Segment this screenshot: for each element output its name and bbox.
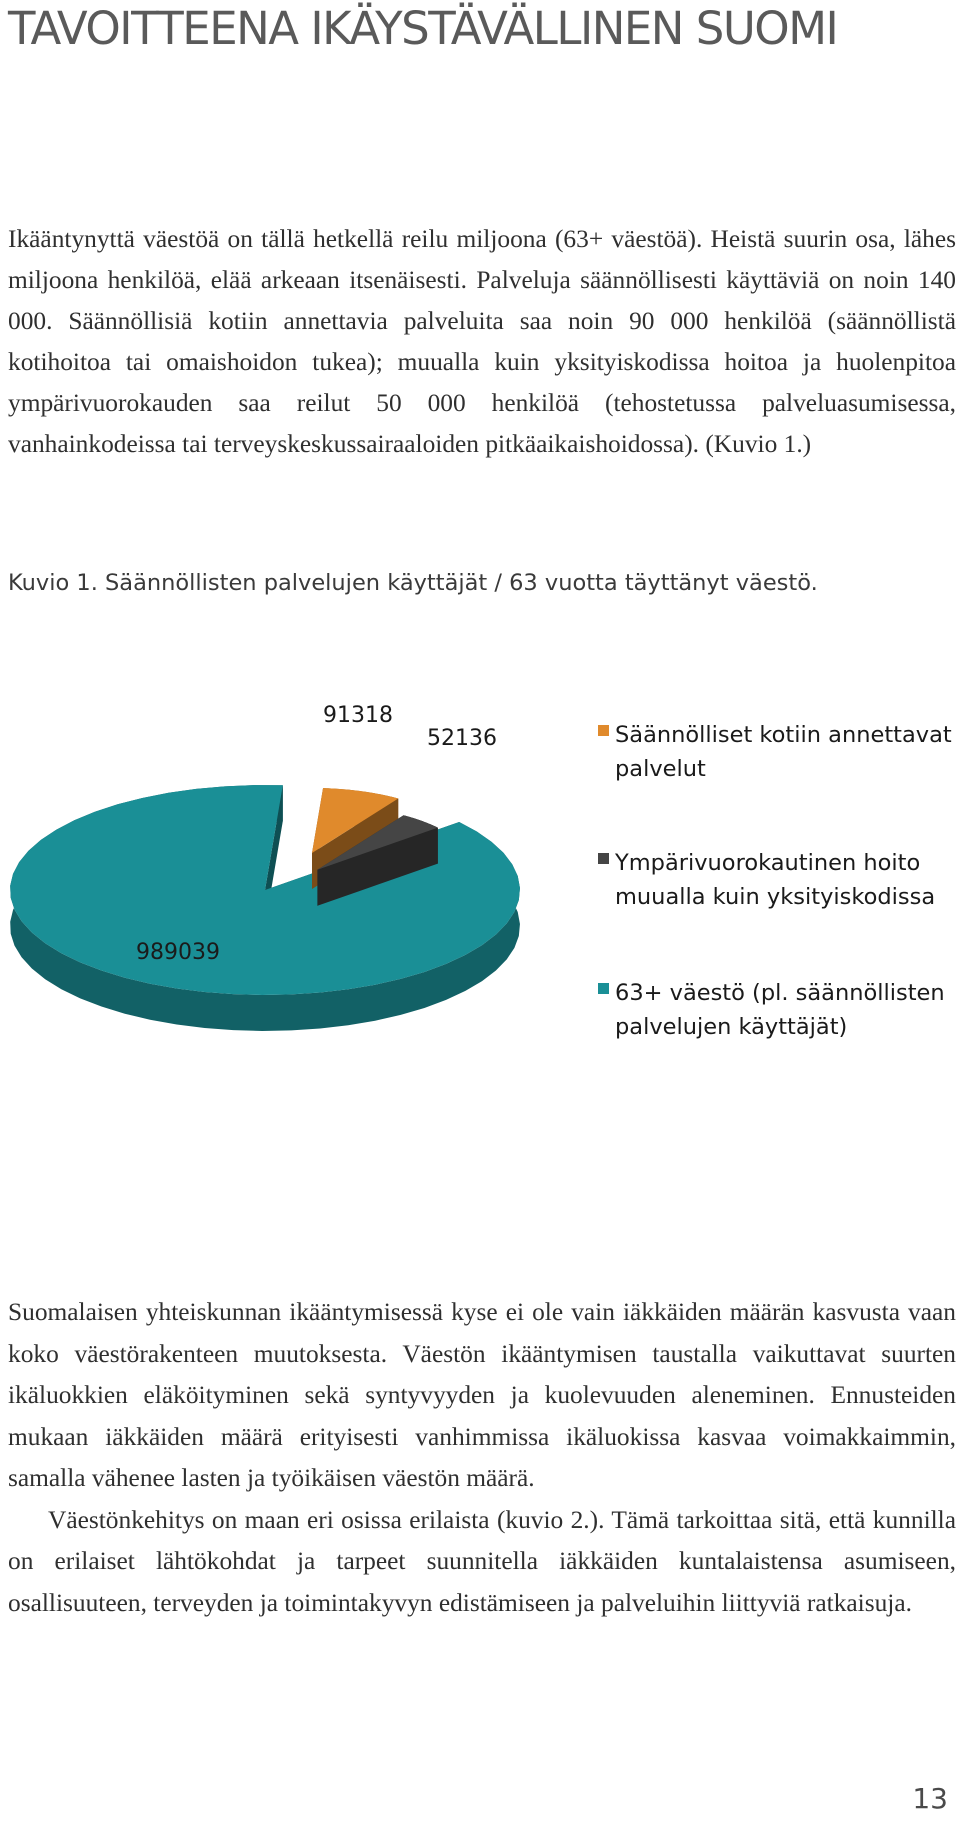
- pie-layer: [10, 785, 520, 1031]
- legend-swatch: [598, 853, 609, 864]
- body-paragraph: Väestönkehitys on maan eri osissa erilaista (kuvio 2.). Tämä tarkoittaa sitä, että kunnilla on erilaiset lähtökohdat ja tarpeet suunnitella iäkkäiden kuntalaistensa asumiseen, osallisuuteen, terveyden ja toimintakyvyn edistämiseen ja palveluihin liittyviä ratkaisuja.: [8, 1505, 956, 1617]
- data-label: 989039: [136, 940, 220, 965]
- legend-label: Ympärivuorokautinen hoito: [615, 850, 921, 876]
- legend-item: [598, 722, 952, 782]
- body-paragraph: Suomalaisen yhteiskunnan ikääntymisessä kyse ei ole vain iäkkäiden määrän kasvusta vaan koko väestörakenteen muutoksesta. Väestön ikääntymisen taustalla vaikuttavat suurten ikäluokkien eläköityminen sekä syntyvyyden ja kuolevuuden aleneminen. Ennusteiden mukaan iäkkäiden määrä erityisesti vanhimmissa ikäluokissa kasvaa voimakkaimmin, samalla vähenee lasten ja työikäisen väestön määrä.: [8, 1298, 956, 1492]
- pie-slice-top: [10, 785, 520, 995]
- legend-label: palvelujen käyttäjät): [615, 1014, 848, 1040]
- legend-item: [598, 850, 935, 910]
- legend-label: Säännölliset kotiin annettavat: [615, 722, 952, 748]
- legend-swatch: [598, 983, 609, 994]
- pie-slice: [10, 785, 520, 1031]
- figure-caption: Kuvio 1. Säännöllisten palvelujen käyttäjät / 63 vuotta täyttänyt väestö.: [8, 570, 818, 596]
- body-text: [8, 1292, 956, 1624]
- pie-chart: [0, 680, 960, 1100]
- page-title: TAVOITTEENA IKÄYSTÄVÄLLINEN SUOMI: [8, 2, 838, 55]
- legend-label: 63+ väestö (pl. säännöllisten: [615, 980, 945, 1006]
- legend-item: [598, 980, 945, 1040]
- legend-label: palvelut: [615, 756, 706, 782]
- intro-paragraph: Ikääntynyttä väestöä on tällä hetkellä reilu miljoona (63+ väestöä). Heistä suurin osa, lähes miljoona henkilöä, elää arkeaan itsenäisesti. Palveluja säännöllisesti käyttäviä on noin 140 000. Säännöllisiä kotiin annettavia palveluita saa noin 90 000 henkilöä (säännöllistä kotihoitoa tai omaishoidon tukea); muualla kuin yksityiskodissa hoitoa ja huolenpitoa ympärivuorokauden saa reilut 50 000 henkilöä (tehostetussa palveluasumisessa, vanhainkodeissa tai terveyskeskussairaaloiden pitkäaikaishoidossa). (Kuvio 1.): [8, 225, 956, 458]
- data-label: 52136: [427, 726, 497, 751]
- legend-swatch: [598, 725, 609, 736]
- legend-label: muualla kuin yksityiskodissa: [615, 884, 936, 910]
- data-label: 91318: [323, 703, 393, 728]
- legend: [598, 722, 952, 1040]
- page-number: 13: [912, 1782, 948, 1815]
